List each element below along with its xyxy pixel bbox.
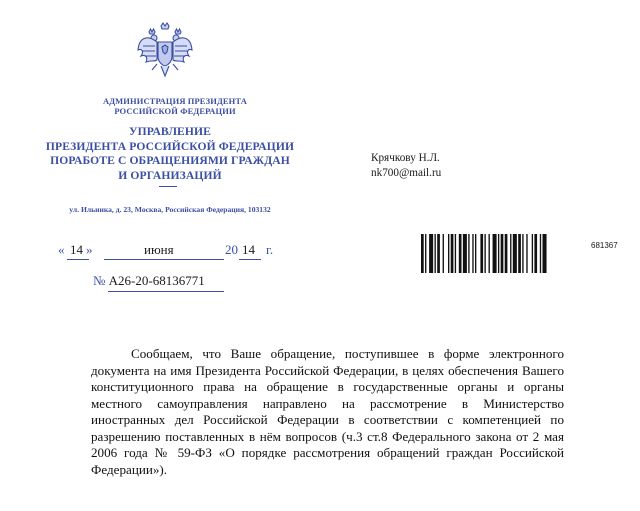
date-day: 14 [70, 242, 83, 257]
recipient-block [371, 151, 441, 181]
administration-header [75, 96, 275, 116]
letterhead-address: ул. Ильинка, д. 23, Москва, Российская Федерация, 103132 [69, 205, 271, 214]
date-month: июня [144, 242, 174, 257]
admin-line-2: РОССИЙСКОЙ ФЕДЕРАЦИИ [114, 106, 236, 116]
dept-line-2: ПРЕЗИДЕНТА РОССИЙСКОЙ ФЕДЕРАЦИИ [45, 139, 295, 153]
date-year-underline [239, 259, 261, 260]
number-underline [108, 291, 224, 292]
department-header [40, 125, 300, 183]
date-year-prefix: 20 [225, 242, 238, 257]
recipient-email: nk700@mail.ru [371, 167, 442, 179]
date-day-underline [67, 259, 89, 260]
date-close-quote: » [86, 242, 93, 257]
number-value: А26-20-68136771 [108, 273, 205, 288]
dept-line-1: УПРАВЛЕНИЕ [129, 125, 211, 138]
date-year-abbr: г. [266, 242, 274, 257]
date-month-underline [104, 259, 224, 260]
dept-line-4: И ОРГАНИЗАЦИЙ [118, 168, 222, 182]
body-paragraph: Сообщаем, что Ваше обращение, поступившее в форме электронного документа на имя Президента Российской Федерации, в целях обеспечения Вашего конституционного права на обращение в государственные органы и органы местного самоуправления направлено на рассмотрение в Министерство иностранных дел Российской Федерации в соответствии с компетенцией по разрешению поставленных в нём вопросов (ч.3 ст.8 Федерального закона от 2 мая 2006 года № 59-ФЗ «О порядке рассмотрения обращений граждан Российской Федерации»). [91, 346, 564, 477]
letterhead-divider [159, 186, 177, 187]
admin-line-1: АДМИНИСТРАЦИЯ ПРЕЗИДЕНТА [103, 96, 247, 106]
dept-line-3: ПОРАБОТЕ С ОБРАЩЕНИЯМИ ГРАЖДАН [50, 154, 290, 167]
number-sign: № [93, 273, 106, 288]
date-year-suffix: 14 [242, 242, 255, 257]
recipient-name: Крячкову Н.Л. [371, 152, 440, 164]
double-headed-eagle-emblem-icon [135, 20, 195, 84]
document-number [93, 273, 205, 289]
date-open-quote: « [58, 242, 65, 257]
barcode-number: 681367 [591, 241, 618, 250]
barcode-icon [421, 234, 584, 273]
